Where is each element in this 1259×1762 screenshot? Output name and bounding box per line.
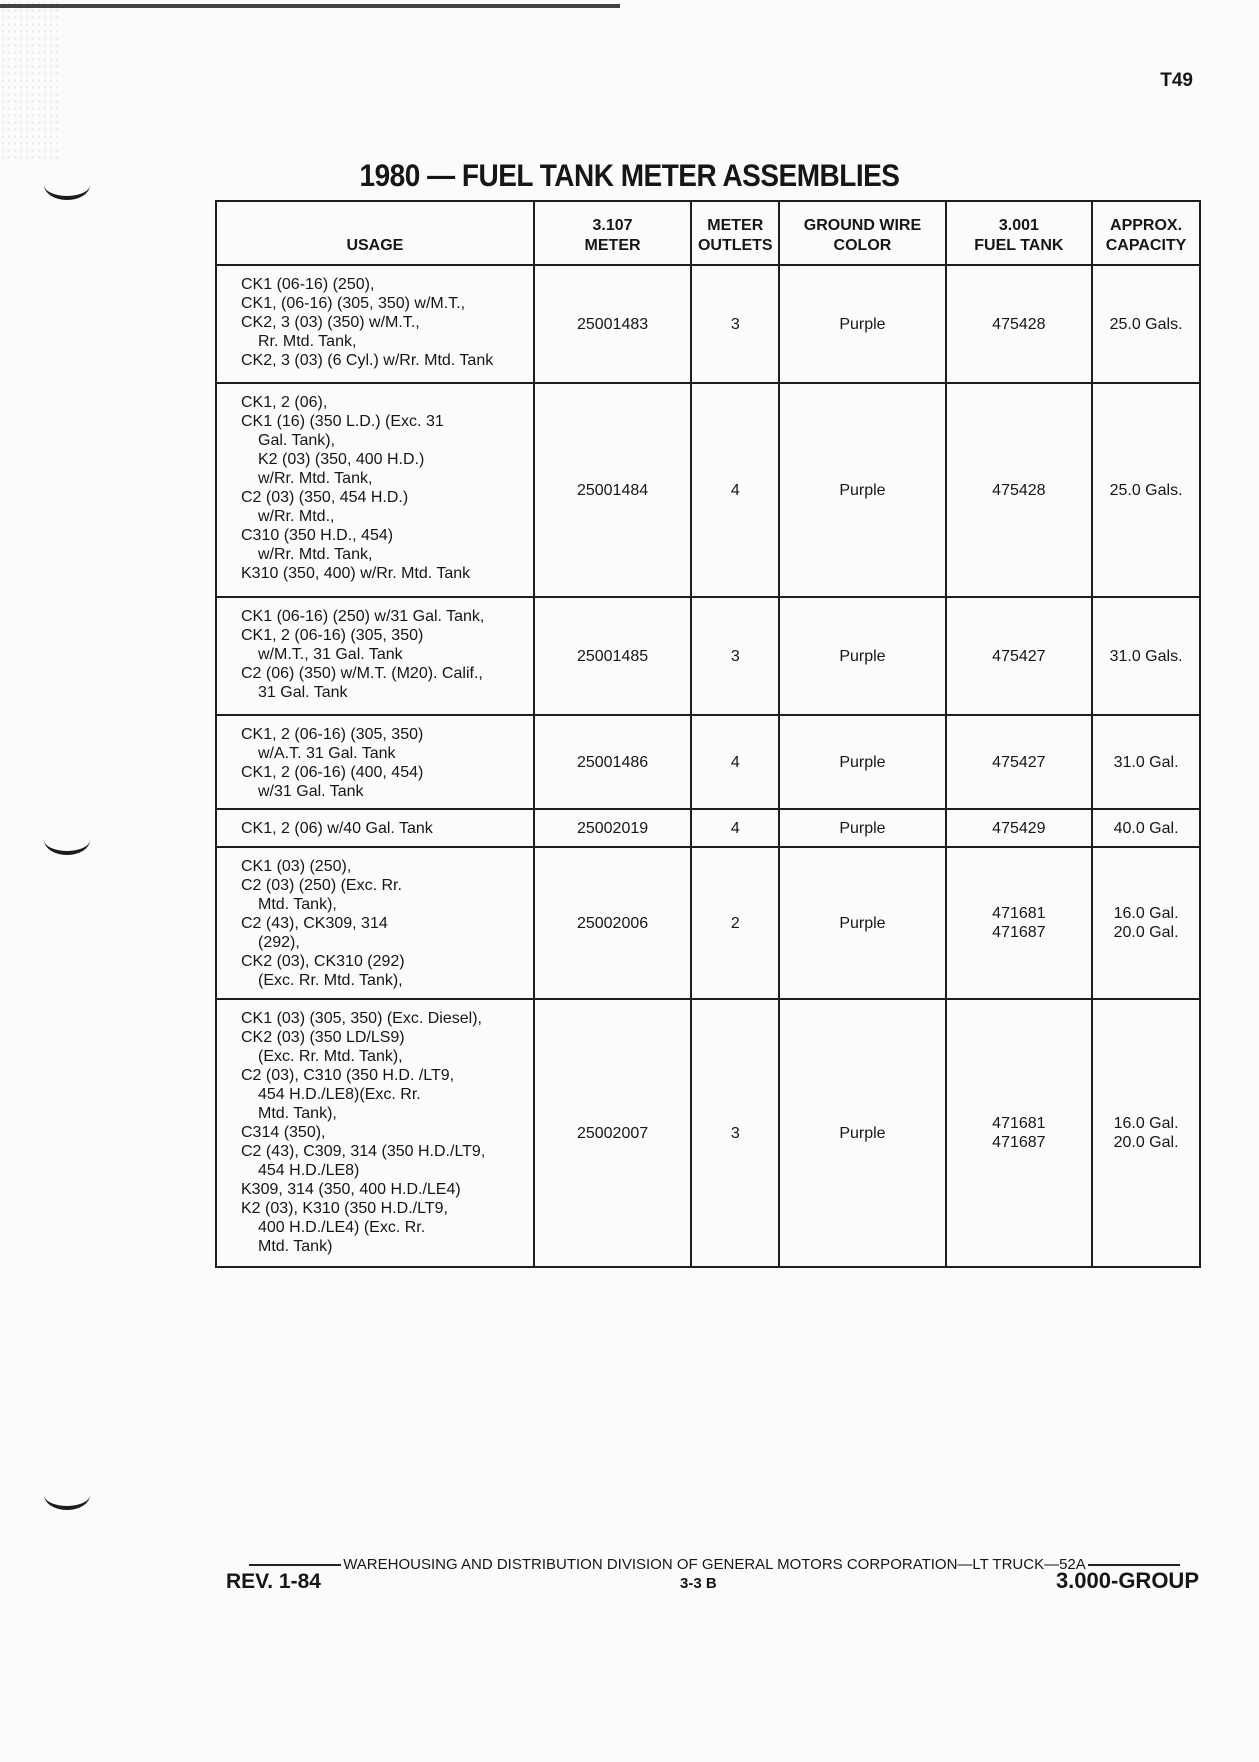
capacity-cell-value: 25.0 Gals. xyxy=(1109,315,1183,333)
usage-line: C2 (43), CK309, 314 xyxy=(241,915,388,932)
usage-line: 400 H.D./LE4) (Exc. Rr. xyxy=(258,1219,426,1236)
usage-line: CK1, 2 (06) w/40 Gal. Tank xyxy=(241,820,433,837)
header-fuel-tank: 3.001 FUEL TANK xyxy=(946,201,1092,265)
usage-cell xyxy=(216,999,534,1267)
meter-assembly-table xyxy=(215,200,1201,1268)
table-row xyxy=(216,265,1200,383)
usage-line: CK1 (06-16) (250), xyxy=(241,276,375,293)
fuel-tank-cell xyxy=(946,265,1092,383)
usage-line: w/Rr. Mtd. Tank, xyxy=(258,470,373,487)
usage-line: CK1, 2 (06-16) (400, 454) xyxy=(241,764,424,781)
capacity-cell-value: 40.0 Gal. xyxy=(1113,819,1179,837)
usage-line: CK2, 3 (03) (6 Cyl.) w/Rr. Mtd. Tank xyxy=(241,352,494,369)
top-rule xyxy=(0,4,620,8)
usage-line: w/M.T., 31 Gal. Tank xyxy=(258,646,403,663)
meter-number-cell: 25002019 xyxy=(534,809,692,847)
fuel-tank-cell-value: 475427 xyxy=(992,647,1046,665)
usage-line: C314 (350), xyxy=(241,1124,326,1141)
page-number: 3-3 B xyxy=(680,1575,717,1592)
group-label: 3.000-GROUP xyxy=(1055,1568,1199,1593)
usage-line: CK1, 2 (06-16) (305, 350) xyxy=(241,627,424,644)
usage-line: K310 (350, 400) w/Rr. Mtd. Tank xyxy=(241,565,471,582)
table-row xyxy=(216,847,1200,999)
meter-number-cell: 25001485 xyxy=(534,597,692,715)
capacity-cell-value: 25.0 Gals. xyxy=(1109,481,1183,499)
usage-line: K2 (03) (350, 400 H.D.) xyxy=(258,451,425,468)
usage-line: w/Rr. Mtd. Tank, xyxy=(258,546,373,563)
capacity-cell xyxy=(1092,999,1200,1267)
meter-outlets-cell: 2 xyxy=(691,847,779,999)
usage-line: 454 H.D./LE8)(Exc. Rr. xyxy=(258,1086,421,1103)
usage-cell xyxy=(216,597,534,715)
usage-cell xyxy=(216,383,534,597)
capacity-cell-value: 16.0 Gal. xyxy=(1113,1115,1179,1132)
usage-line: CK1 (16) (350 L.D.) (Exc. 31 xyxy=(241,413,444,430)
capacity-cell-value: 20.0 Gal. xyxy=(1113,924,1179,941)
header-capacity: APPROX. CAPACITY xyxy=(1092,201,1200,265)
capacity-cell xyxy=(1092,809,1200,847)
table-row xyxy=(216,999,1200,1267)
fuel-tank-cell xyxy=(946,597,1092,715)
usage-line: C2 (03), C310 (350 H.D. /LT9, xyxy=(241,1067,455,1084)
usage-line: (Exc. Rr. Mtd. Tank), xyxy=(258,1048,403,1065)
ground-wire-color-cell: Purple xyxy=(779,597,945,715)
fuel-tank-cell-value: 475429 xyxy=(992,819,1046,837)
usage-line: CK1, 2 (06-16) (305, 350) xyxy=(241,726,424,743)
usage-line: CK2 (03) (350 LD/LS9) xyxy=(241,1029,405,1046)
capacity-cell xyxy=(1092,715,1200,809)
usage-line: CK2, 3 (03) (350) w/M.T., xyxy=(241,314,420,331)
ground-wire-color-cell: Purple xyxy=(779,715,945,809)
page-title: 1980 — FUEL TANK METER ASSEMBLIES xyxy=(359,158,900,193)
binder-hole-mark xyxy=(44,1480,90,1510)
ground-wire-color-cell: Purple xyxy=(779,265,945,383)
meter-outlets-cell: 4 xyxy=(691,809,779,847)
table-row xyxy=(216,383,1200,597)
meter-outlets-cell: 3 xyxy=(691,597,779,715)
usage-line: 454 H.D./LE8) xyxy=(258,1162,360,1179)
capacity-cell-value: 16.0 Gal. xyxy=(1113,905,1179,922)
usage-line: Mtd. Tank), xyxy=(258,896,337,913)
usage-line: (292), xyxy=(258,934,300,951)
ground-wire-color-cell: Purple xyxy=(779,999,945,1267)
usage-line: CK1 (03) (305, 350) (Exc. Diesel), xyxy=(241,1010,482,1027)
usage-cell xyxy=(216,809,534,847)
fuel-tank-cell-value: 471687 xyxy=(992,1134,1046,1151)
usage-line: CK1, 2 (06), xyxy=(241,394,328,411)
fuel-tank-cell-value: 475428 xyxy=(992,315,1046,333)
capacity-cell xyxy=(1092,597,1200,715)
capacity-cell xyxy=(1092,847,1200,999)
footer-division-line xyxy=(230,1556,1199,1573)
usage-cell xyxy=(216,715,534,809)
meter-number-cell: 25001486 xyxy=(534,715,692,809)
usage-line: w/Rr. Mtd., xyxy=(258,508,335,525)
table-row xyxy=(216,809,1200,847)
usage-cell xyxy=(216,847,534,999)
meter-outlets-cell: 4 xyxy=(691,383,779,597)
usage-line: (Exc. Rr. Mtd. Tank), xyxy=(258,972,403,989)
usage-line: C2 (03) (350, 454 H.D.) xyxy=(241,489,409,506)
revision-label: REV. 1-84 xyxy=(226,1570,321,1593)
meter-number-cell: 25002006 xyxy=(534,847,692,999)
usage-line: CK1 (06-16) (250) w/31 Gal. Tank, xyxy=(241,608,485,625)
usage-line: w/A.T. 31 Gal. Tank xyxy=(258,745,396,762)
meter-number-cell: 25002007 xyxy=(534,999,692,1267)
table-header xyxy=(216,201,1200,265)
usage-cell xyxy=(216,265,534,383)
usage-line: CK2 (03), CK310 (292) xyxy=(241,953,405,970)
capacity-cell xyxy=(1092,265,1200,383)
capacity-cell xyxy=(1092,383,1200,597)
usage-line: K309, 314 (350, 400 H.D./LE4) xyxy=(241,1181,461,1198)
table-row xyxy=(216,597,1200,715)
usage-line: 31 Gal. Tank xyxy=(258,684,348,701)
page-id: T49 xyxy=(1160,70,1193,91)
fuel-tank-cell xyxy=(946,847,1092,999)
meter-outlets-cell: 3 xyxy=(691,265,779,383)
fuel-tank-cell-value: 471681 xyxy=(992,905,1046,922)
meter-outlets-cell: 3 xyxy=(691,999,779,1267)
header-ground-wire: GROUND WIRE COLOR xyxy=(779,201,945,265)
meter-number-cell: 25001484 xyxy=(534,383,692,597)
binder-hole-mark xyxy=(44,825,90,855)
capacity-cell-value: 20.0 Gal. xyxy=(1113,1134,1179,1151)
capacity-cell-value: 31.0 Gals. xyxy=(1109,647,1183,665)
table-body xyxy=(216,265,1200,1267)
capacity-cell-value: 31.0 Gal. xyxy=(1113,753,1179,771)
ground-wire-color-cell: Purple xyxy=(779,809,945,847)
footer-division: WAREHOUSING AND DISTRIBUTION DIVISION OF GENERAL MOTORS CORPORATION—LT TRUCK—52A xyxy=(343,1556,1086,1573)
usage-line: C2 (43), C309, 314 (350 H.D./LT9, xyxy=(241,1143,486,1160)
usage-line: K2 (03), K310 (350 H.D./LT9, xyxy=(241,1200,448,1217)
usage-line: Mtd. Tank), xyxy=(258,1105,337,1122)
fuel-tank-cell-value: 475427 xyxy=(992,753,1046,771)
fuel-tank-cell xyxy=(946,999,1092,1267)
usage-line: CK1 (03) (250), xyxy=(241,858,352,875)
usage-line: w/31 Gal. Tank xyxy=(258,783,364,800)
ground-wire-color-cell: Purple xyxy=(779,847,945,999)
header-outlets: METER OUTLETS xyxy=(691,201,779,265)
ground-wire-color-cell: Purple xyxy=(779,383,945,597)
usage-line: C2 (06) (350) w/M.T. (M20). Calif., xyxy=(241,665,483,682)
usage-line: Mtd. Tank) xyxy=(258,1238,333,1255)
fuel-tank-cell xyxy=(946,809,1092,847)
usage-line: CK1, (06-16) (305, 350) w/M.T., xyxy=(241,295,466,312)
table-row xyxy=(216,715,1200,809)
meter-number-cell: 25001483 xyxy=(534,265,692,383)
usage-line: Rr. Mtd. Tank, xyxy=(258,333,357,350)
fuel-tank-cell xyxy=(946,715,1092,809)
usage-line: C310 (350 H.D., 454) xyxy=(241,527,394,544)
fuel-tank-cell-value: 471687 xyxy=(992,924,1046,941)
header-meter: 3.107 METER xyxy=(534,201,692,265)
header-row xyxy=(216,201,1200,265)
meter-outlets-cell: 4 xyxy=(691,715,779,809)
usage-line: C2 (03) (250) (Exc. Rr. xyxy=(241,877,402,894)
scan-noise xyxy=(0,0,60,160)
usage-line: Gal. Tank), xyxy=(258,432,336,449)
fuel-tank-cell xyxy=(946,383,1092,597)
fuel-tank-cell-value: 471681 xyxy=(992,1115,1046,1132)
fuel-tank-cell-value: 475428 xyxy=(992,481,1046,499)
header-usage: USAGE xyxy=(216,201,534,265)
